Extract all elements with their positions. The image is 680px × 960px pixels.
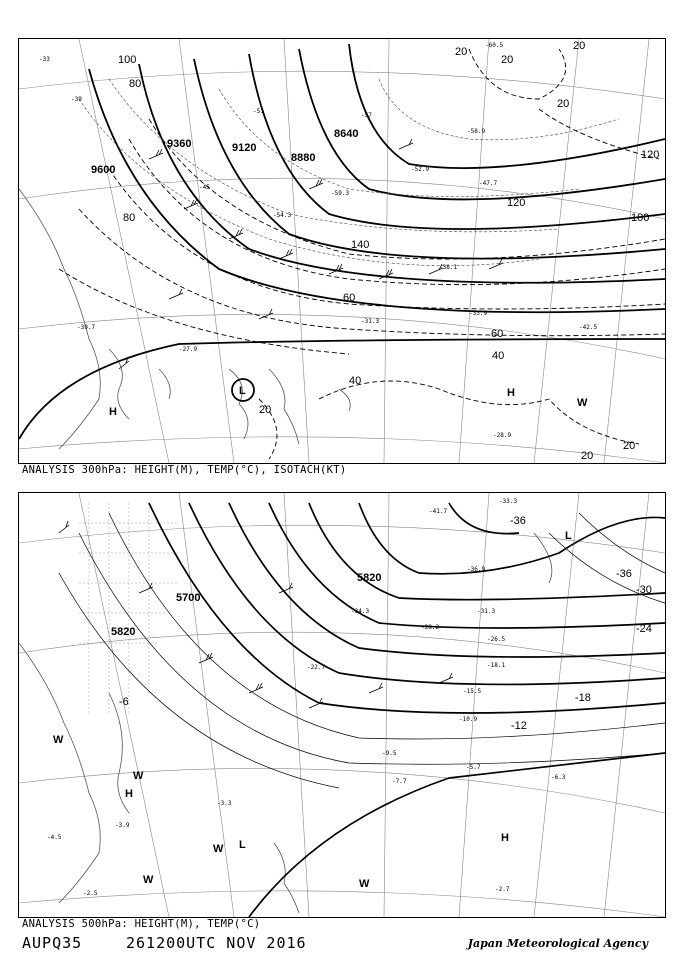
temp-label: -42.5 — [579, 324, 598, 331]
isotach-label: 40 — [349, 375, 362, 387]
height-label: 5820 — [111, 626, 136, 638]
height-label: 8640 — [334, 128, 359, 140]
temp-label: -41.7 — [429, 508, 448, 515]
high-pressure-center: H — [507, 387, 515, 399]
isotach-label: 20 — [581, 450, 594, 462]
temp-label: -38.1 — [439, 264, 458, 271]
temp-label: -57 — [361, 112, 372, 119]
temp-label: -9.5 — [382, 750, 397, 757]
high-pressure-center: H — [109, 406, 117, 418]
isotach-label: 20 — [557, 98, 570, 110]
temp-label: -18.1 — [487, 662, 506, 669]
isotach-label: 60 — [491, 328, 504, 340]
isotach-label: 20 — [455, 46, 468, 58]
temp-label: -59.3 — [331, 190, 350, 197]
temp-label: -28.2 — [421, 624, 440, 631]
temp-label: -26.5 — [487, 636, 506, 643]
isotach-label: 20 — [573, 40, 586, 52]
temp-label: -3.3 — [217, 800, 232, 807]
temp-label: -15.5 — [463, 688, 482, 695]
isotherm-label: -6 — [119, 696, 129, 708]
temp-label: -33.3 — [499, 498, 518, 505]
isotach-label: 20 — [501, 54, 514, 66]
analysis-500hpa-map — [18, 492, 666, 918]
temp-label: -47.7 — [479, 180, 498, 187]
low-pressure-center: L — [239, 385, 246, 397]
temp-label: -58.9 — [467, 128, 486, 135]
temp-label: -34.3 — [351, 608, 370, 615]
isotherm-label: -24 — [636, 623, 652, 635]
chart-identifier: AUPQ35 — [22, 934, 83, 952]
isotach-label: 120 — [507, 197, 526, 209]
height-label: 9120 — [232, 142, 257, 154]
isotherm-label: -30 — [636, 584, 652, 596]
height-label: 5820 — [357, 572, 382, 584]
temp-label: -31.3 — [477, 608, 496, 615]
temp-label: -2.7 — [495, 886, 510, 893]
temp-label: -31.3 — [361, 318, 380, 325]
temp-label: -6.3 — [551, 774, 566, 781]
temp-label: -60.5 — [485, 42, 504, 49]
warm-center: W — [359, 878, 370, 890]
isotach-label: 80 — [129, 78, 142, 90]
map-300hpa-canvas — [19, 39, 665, 463]
isotach-label: 20 — [623, 440, 636, 452]
isotach-label: 100 — [631, 212, 650, 224]
agency-credit: Japan Meteorological Agency — [467, 937, 648, 950]
temp-label: -27.9 — [179, 346, 198, 353]
isotach-label: 140 — [351, 239, 370, 251]
temp-label: -5.7 — [466, 764, 481, 771]
temp-label: -2.5 — [83, 890, 98, 897]
warm-center: W — [53, 734, 64, 746]
temp-label: -33.9 — [469, 310, 488, 317]
temp-label: -4.5 — [47, 834, 62, 841]
caption-300hpa: ANALYSIS 300hPa: HEIGHT(M), TEMP(°C), ISOTACH(KT) — [22, 464, 347, 476]
temp-label: -39 — [71, 96, 82, 103]
temp-label: -54.3 — [273, 212, 292, 219]
temp-label: -10.9 — [459, 716, 478, 723]
isotach-label: 100 — [118, 54, 137, 66]
isotherms — [79, 79, 619, 266]
height-label: 9360 — [167, 138, 192, 150]
temp-label: -52.9 — [411, 166, 430, 173]
warm-center: W — [213, 843, 224, 855]
high-pressure-center: H — [501, 832, 509, 844]
isotherm-label: -12 — [511, 720, 527, 732]
isotachs — [59, 49, 665, 459]
isotach-label: 40 — [492, 350, 505, 362]
warm-center: W — [143, 874, 154, 886]
valid-time: 261200UTC NOV 2016 — [126, 934, 307, 952]
temp-label: -22.7 — [307, 664, 326, 671]
temp-label: -28.9 — [493, 432, 512, 439]
temp-label: -51 — [253, 108, 264, 115]
isotach-label: 80 — [123, 212, 136, 224]
isotach-label: 20 — [259, 404, 272, 416]
temp-label: -45 — [199, 184, 210, 191]
height-label: 9600 — [91, 164, 116, 176]
temp-label: -39.7 — [77, 324, 96, 331]
warm-center: W — [133, 770, 144, 782]
isotherms — [59, 513, 665, 788]
graticule — [19, 493, 665, 917]
isotach-label: 60 — [343, 292, 356, 304]
isotherm-label: -18 — [575, 692, 591, 704]
temp-label: -3.9 — [115, 822, 130, 829]
isotherm-label: -36 — [616, 568, 632, 580]
low-pressure-center: L — [239, 839, 246, 851]
high-pressure-center: H — [125, 788, 133, 800]
isotach-label: 120 — [641, 149, 660, 161]
warm-center: W — [577, 397, 588, 409]
caption-500hpa: ANALYSIS 500hPa: HEIGHT(M), TEMP(°C) — [22, 918, 261, 930]
isotherm-label: -36 — [510, 515, 526, 527]
temp-label: -36.9 — [467, 566, 486, 573]
height-label: 5700 — [176, 592, 201, 604]
low-pressure-center: L — [565, 530, 572, 542]
analysis-300hpa-map — [18, 38, 666, 464]
temp-label: -33 — [39, 56, 50, 63]
height-label: 8880 — [291, 152, 316, 164]
map-500hpa-canvas — [19, 493, 665, 917]
temp-label: -7.7 — [392, 778, 407, 785]
